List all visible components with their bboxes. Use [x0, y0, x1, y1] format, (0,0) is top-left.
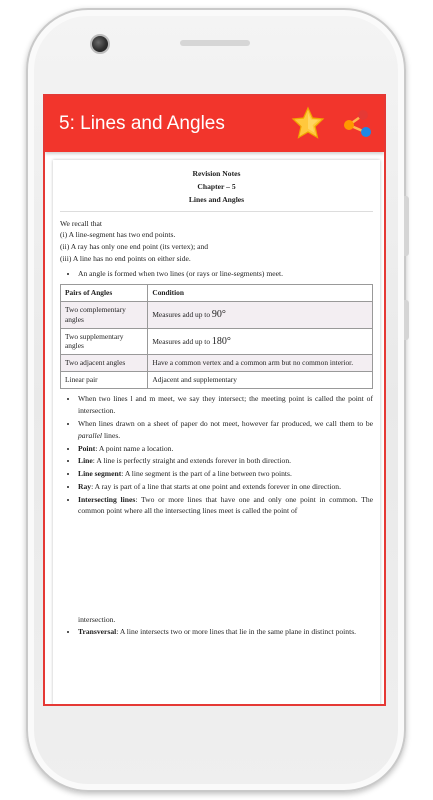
item-text: : A line is perfectly straight and extends forever in both direction.: [92, 456, 292, 466]
table-cell: Two supplementary angles: [61, 328, 148, 355]
table-cell: [148, 328, 373, 355]
list-item: [78, 443, 373, 455]
heading-line: Chapter – 5: [197, 181, 236, 191]
item-text: : A line intersects two or more lines that lie in the same plane in distinct points.: [116, 626, 357, 636]
list-item: [78, 481, 373, 493]
item-text: When two lines l and m meet, we say they intersect; the meeting point is called the point of intersection.: [78, 394, 373, 416]
definitions-list: [60, 393, 373, 517]
item-term: Ray: [78, 481, 92, 491]
item-text: : A point name a location.: [95, 443, 174, 453]
heading-line: Lines and Angles: [188, 194, 245, 204]
list-item: [78, 455, 373, 467]
item-term: Line: [78, 456, 93, 466]
document-heading: [60, 160, 373, 207]
table-cell: [148, 301, 373, 328]
item-text: : A ray is part of a line that starts at one point and extends forever in one direction.: [91, 481, 341, 491]
intro-line: (i) A line-segment has two end points.: [60, 230, 176, 240]
table-header-row: [61, 284, 373, 301]
item-term: Point: [78, 443, 96, 453]
cell-value: 90°: [211, 308, 226, 320]
table-cell: Two adjacent angles: [61, 355, 148, 372]
share-icon[interactable]: [341, 108, 373, 140]
item-text: : A line segment is the part of a line between two points.: [121, 469, 292, 479]
item-text: : Two or more lines that have one and only one point in common. The common point where all the intersecting lines meet is called the point of: [78, 494, 373, 516]
item-term: Line segment: [78, 469, 122, 479]
table-cell: Linear pair: [61, 372, 148, 389]
angles-table: [60, 284, 373, 390]
list-item: [78, 418, 373, 442]
table-header: Pairs of Angles: [61, 284, 148, 301]
item-italic: parallel: [78, 430, 103, 440]
divider: [60, 211, 373, 212]
list-item: • An angle is formed when two lines (or rays or line-segments) meet.: [78, 268, 373, 280]
table-row: [61, 355, 373, 372]
continued-text: intersection.: [78, 615, 116, 625]
table-row: [61, 328, 373, 355]
earpiece: [180, 40, 250, 46]
app-bar: [45, 96, 384, 152]
cell-text: Measures add up to: [152, 336, 212, 346]
list-item: [78, 626, 373, 638]
intro-line: (ii) A ray has only one end point (its vertex); and: [60, 242, 209, 252]
document-page: [53, 160, 380, 706]
table-cell: Have a common vertex and a common arm but no common interior.: [148, 355, 373, 372]
list-item: [78, 393, 373, 417]
cell-value: 180°: [211, 335, 231, 347]
app-screen: [43, 94, 386, 706]
intro-line: We recall that: [60, 218, 102, 228]
cell-text: Measures add up to: [152, 309, 212, 319]
table-header: Condition: [148, 284, 373, 301]
table-cell: Adjacent and supplementary: [148, 372, 373, 389]
heading-line: Revision Notes: [192, 169, 241, 178]
item-term: Transversal: [78, 626, 117, 636]
table-row: [61, 372, 373, 389]
front-camera: [90, 34, 110, 54]
list-item: [78, 468, 373, 480]
blank-space: [60, 518, 373, 614]
list-item: [78, 494, 373, 518]
table-cell: Two complementary angles: [61, 301, 148, 328]
item-term: Intersecting lines: [78, 494, 136, 504]
table-row: [61, 301, 373, 328]
app-title: 5: Lines and Angles: [59, 113, 225, 134]
power-button: [404, 300, 409, 340]
intro-line: (iii) A line has no end points on either side.: [60, 254, 191, 264]
volume-button: [404, 196, 409, 256]
star-icon[interactable]: [291, 106, 325, 140]
item-text: When lines drawn on a sheet of paper do not meet, however far produced, we call them to be: [78, 418, 373, 428]
definitions-list-continued: [60, 626, 373, 638]
bullet-list: [60, 268, 373, 280]
item-text: lines.: [102, 430, 121, 440]
